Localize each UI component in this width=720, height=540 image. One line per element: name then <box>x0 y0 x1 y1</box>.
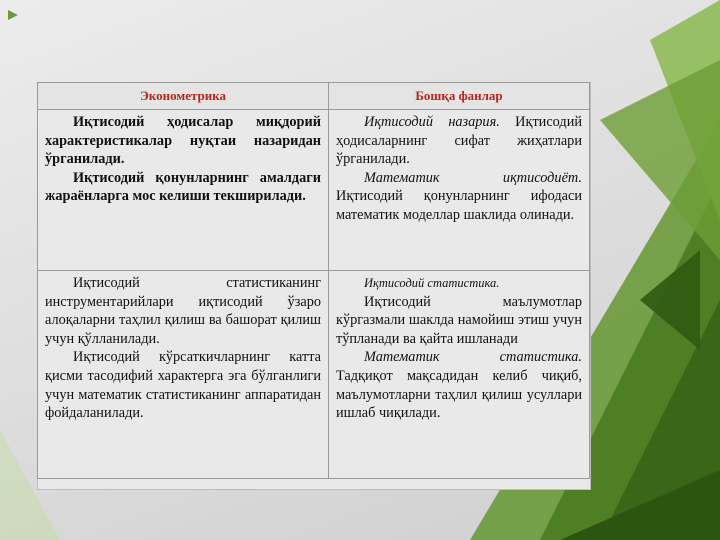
row1-right-cell <box>329 110 590 271</box>
row1-left-cell <box>38 110 329 271</box>
table-header-row <box>38 83 590 110</box>
mathematical-economics-label: Математик иқтисодиёт. <box>364 169 582 186</box>
row1-left-paragraph-2: Иқтисодий қонунларнинг амалдаги жараёнларга мос келиши текширилади. <box>45 169 321 205</box>
economic-statistics-label: Иқтисодий статистика. <box>364 276 500 290</box>
economic-theory-text: Иқтисодий ҳодисаларнинг сифат жиҳатлари ўрганилади. <box>336 114 582 168</box>
row1-right-paragraph-1 <box>336 113 582 169</box>
row2-right-paragraph-2 <box>336 348 582 422</box>
row1-left-paragraph-1: Иқтисодий ҳодисалар миқдорий характеристикалар нуқтаи назаридан ўрганилади. <box>45 114 321 168</box>
header-econometrics: Эконометрика <box>38 83 329 110</box>
economic-theory-label: Иқтисодий назария. <box>364 114 500 130</box>
mathematical-statistics-label: Математик статистика. <box>364 349 582 366</box>
table-row <box>38 271 590 479</box>
header-other-sciences: Бошқа фанлар <box>329 83 590 110</box>
economic-statistics-text: Иқтисодий маълумотлар кўргазмали шаклда намойиш этиш учун тўпланади ва қайта ишланади <box>336 293 582 347</box>
row2-left-cell <box>38 271 329 479</box>
row1-right-paragraph-2 <box>336 169 582 225</box>
mathematical-economics-text: Иқтисодий қонунларнинг ифодаси математик моделлар шаклида олинади. <box>336 188 582 223</box>
row2-left-paragraph-2: Иқтисодий кўрсаткичларнинг катта қисми тасодифий характерга эга бўлганлиги учун математик статистиканинг аппаратидан фойдаланилади. <box>45 349 321 422</box>
table-row <box>38 110 590 271</box>
row2-left-paragraph-1: Иқтисодий статистиканинг инструментарийлари иқтисодий ўзаро алоқаларни таҳлил қилиш ва башорат қилиш учун қўлланилади. <box>45 275 321 347</box>
comparison-table <box>37 82 590 479</box>
mathematical-statistics-text: Тадқиқот мақсадидан келиб чиқиб, маълумотларни таҳлил қилиш усуллари ишлаб чиқилади. <box>336 367 582 422</box>
row2-right-cell <box>329 271 590 479</box>
